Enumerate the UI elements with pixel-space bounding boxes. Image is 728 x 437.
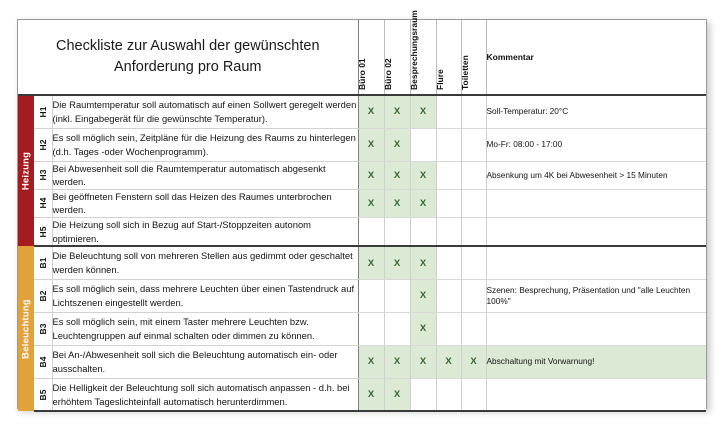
cell-h5-flure[interactable] [436, 218, 461, 247]
group-band-beleuchtung [18, 246, 34, 411]
cell-h1-toiletten[interactable] [461, 95, 486, 128]
cell-h5-toiletten[interactable] [461, 218, 486, 247]
comment-cell-h2[interactable]: Mo-Fr: 08:00 - 17:00 [486, 128, 706, 161]
cell-b4-toiletten[interactable] [461, 345, 486, 378]
cell-b1-flure[interactable] [436, 246, 461, 279]
cell-b2-flure[interactable] [436, 279, 461, 312]
cell-h4-besprechungsraum[interactable] [410, 189, 436, 217]
row-id-label: H1 [37, 106, 48, 118]
cell-b5-b-ro-02[interactable] [384, 378, 410, 411]
cell-h5-b-ro-02[interactable] [384, 218, 410, 247]
table-row [18, 246, 706, 279]
check-mark: X [419, 106, 427, 118]
checklist-table [18, 10, 706, 412]
check-mark: X [367, 356, 375, 368]
cell-h2-besprechungsraum[interactable] [410, 128, 436, 161]
check-mark: X [419, 356, 427, 368]
check-mark: X [367, 139, 375, 150]
comment-cell-b5[interactable] [486, 378, 706, 411]
cell-b4-b-ro-02[interactable] [384, 345, 410, 378]
comment-cell-h3[interactable]: Absenkung um 4K bei Abwesenheit > 15 Minuten [486, 161, 706, 189]
cell-b3-b-ro-02[interactable] [384, 312, 410, 345]
cell-h2-toiletten[interactable] [461, 128, 486, 161]
requirement-text: Bei An-/Abwesenheit soll sich die Beleuchtung automatisch ein- oder ausschalten. [52, 345, 358, 378]
requirement-text: Es soll möglich sein, Zeitpläne für die Heizung des Raums zu hinterlegen (d.h. Tages -oder Wochenprogramm). [52, 128, 358, 161]
cell-h2-flure[interactable] [436, 128, 461, 161]
row-id-label: B1 [37, 257, 48, 269]
cell-b4-flure[interactable] [436, 345, 461, 378]
cell-b2-toiletten[interactable] [461, 279, 486, 312]
requirement-text: Bei geöffneten Fenstern soll das Heizen des Raumes unterbrochen werden. [52, 189, 358, 217]
check-mark: X [367, 389, 375, 400]
header-row [18, 20, 706, 95]
check-mark: X [419, 197, 427, 209]
cell-h1-flure[interactable] [436, 95, 461, 128]
table-row [18, 312, 706, 345]
cell-b4-besprechungsraum[interactable] [410, 345, 436, 378]
check-mark: X [393, 139, 401, 150]
cell-b5-b-ro-01[interactable] [358, 378, 384, 411]
cell-h5-b-ro-01[interactable] [358, 218, 384, 247]
requirement-text: Die Heizung soll sich in Bezug auf Start-/Stoppzeiten autonom optimieren. [52, 218, 358, 247]
check-mark: X [367, 106, 375, 118]
row-id-h5 [34, 218, 52, 247]
check-mark: X [470, 356, 477, 368]
cell-b2-besprechungsraum[interactable] [410, 279, 436, 312]
cell-h1-besprechungsraum[interactable] [410, 95, 436, 128]
row-id-label: H3 [37, 169, 48, 181]
check-mark: X [367, 169, 375, 181]
check-mark: X [419, 257, 427, 269]
column-header-buero-02: Büro 02 [384, 20, 410, 95]
check-mark: X [393, 197, 401, 209]
comment-cell-h5[interactable] [486, 218, 706, 247]
table-row [18, 189, 706, 217]
cell-b2-b-ro-01[interactable] [358, 279, 384, 312]
check-mark: X [367, 257, 375, 269]
row-id-label: B5 [37, 389, 48, 400]
checklist-table-wrapper [18, 10, 706, 412]
table-row [18, 345, 706, 378]
table-row [18, 161, 706, 189]
cell-b3-flure[interactable] [436, 312, 461, 345]
row-id-b4 [34, 345, 52, 378]
page-title [18, 20, 358, 95]
cell-b1-besprechungsraum[interactable] [410, 246, 436, 279]
check-mark: X [393, 169, 401, 181]
check-mark: X [367, 197, 375, 209]
row-id-b3 [34, 312, 52, 345]
column-header-besprechungsraum: Besprechungsraum [410, 20, 436, 95]
cell-b3-b-ro-01[interactable] [358, 312, 384, 345]
cell-b2-b-ro-02[interactable] [384, 279, 410, 312]
row-id-b1 [34, 246, 52, 279]
requirement-text: Die Helligkeit der Beleuchtung soll sich automatisch anpassen - d.h. bei erhöhtem Tageslichteinfall automatisch herunterdimmen. [52, 378, 358, 411]
page-title-line2: Anforderung pro Raum [114, 59, 262, 75]
check-mark: X [419, 169, 427, 181]
row-id-h3 [34, 161, 52, 189]
row-id-h2 [34, 128, 52, 161]
table-row [18, 279, 706, 312]
row-id-label: H4 [37, 197, 48, 209]
check-mark: X [419, 290, 427, 302]
row-id-b5 [34, 378, 52, 411]
row-id-label: H2 [37, 139, 48, 150]
cell-h2-b-ro-02[interactable] [384, 128, 410, 161]
row-id-h4 [34, 189, 52, 217]
cell-b4-b-ro-01[interactable] [358, 345, 384, 378]
row-id-label: H5 [37, 226, 48, 238]
cell-h4-b-ro-02[interactable] [384, 189, 410, 217]
comment-cell-b1[interactable] [486, 246, 706, 279]
row-id-label: B4 [37, 356, 48, 368]
check-mark: X [445, 356, 452, 368]
table-header [18, 10, 706, 95]
group-band-heizung [18, 95, 34, 246]
group-label: Beleuchtung [20, 298, 32, 359]
table-row [18, 218, 706, 247]
row-id-label: B3 [37, 323, 48, 335]
column-header-buero-01: Büro 01 [358, 20, 384, 95]
cell-b5-flure[interactable] [436, 378, 461, 411]
cell-b1-b-ro-02[interactable] [384, 246, 410, 279]
cell-h2-b-ro-01[interactable] [358, 128, 384, 161]
column-header-toiletten: Toiletten [461, 20, 486, 95]
cell-h3-toiletten[interactable] [461, 161, 486, 189]
column-header-kommentar: Kommentar [486, 20, 706, 95]
cell-h1-b-ro-01[interactable] [358, 95, 384, 128]
cell-h4-toiletten[interactable] [461, 189, 486, 217]
comment-cell-b3[interactable] [486, 312, 706, 345]
cell-h4-flure[interactable] [436, 189, 461, 217]
requirement-text: Es soll möglich sein, mit einem Taster mehrere Leuchten bzw. Leuchtengruppen auf einmal schalten oder dimmen zu können. [52, 312, 358, 345]
page-title-line1: Checkliste zur Auswahl der gewünschten [55, 37, 320, 54]
check-mark: X [419, 323, 427, 335]
check-mark: X [393, 389, 401, 400]
cell-b1-b-ro-01[interactable] [358, 246, 384, 279]
row-id-h1 [34, 95, 52, 128]
table-row [18, 378, 706, 411]
cell-b3-besprechungsraum[interactable] [410, 312, 436, 345]
column-header-flure: Flure [436, 20, 461, 95]
cell-b5-toiletten[interactable] [461, 378, 486, 411]
cell-h1-b-ro-02[interactable] [384, 95, 410, 128]
group-label: Heizung [20, 151, 32, 191]
check-mark: X [393, 356, 401, 368]
comment-cell-h4[interactable] [486, 189, 706, 217]
comment-cell-b4[interactable]: Abschaltung mit Vorwarnung! [486, 345, 706, 378]
cell-b5-besprechungsraum[interactable] [410, 378, 436, 411]
row-id-b2 [34, 279, 52, 312]
cell-b3-toiletten[interactable] [461, 312, 486, 345]
table-body [18, 95, 706, 411]
comment-cell-h1[interactable]: Soll-Temperatur: 20°C [486, 95, 706, 128]
cell-h4-b-ro-01[interactable] [358, 189, 384, 217]
requirement-text: Es soll möglich sein, dass mehrere Leuchten über einen Tastendruck auf Lichtszenen eingestellt werden. [52, 279, 358, 312]
requirement-text: Die Raumtemperatur soll automatisch auf einen Sollwert geregelt werden (inkl. Eingabegerät für die gewünschte Temperatur). [52, 95, 358, 128]
cell-h5-besprechungsraum[interactable] [410, 218, 436, 247]
table-row [18, 95, 706, 128]
cell-h3-b-ro-02[interactable] [384, 161, 410, 189]
cell-b1-toiletten[interactable] [461, 246, 486, 279]
table-row [18, 128, 706, 161]
comment-cell-b2[interactable]: Szenen: Besprechung, Präsentation und "alle Leuchten 100%" [486, 279, 706, 312]
cell-h3-b-ro-01[interactable] [358, 161, 384, 189]
check-mark: X [393, 257, 401, 269]
requirement-text: Bei Abwesenheit soll die Raumtemperatur automatisch abgesenkt werden. [52, 161, 358, 189]
requirement-text: Die Beleuchtung soll von mehreren Stellen aus gedimmt oder geschaltet werden können. [52, 246, 358, 279]
row-id-label: B2 [37, 290, 48, 302]
cell-h3-flure[interactable] [436, 161, 461, 189]
cell-h3-besprechungsraum[interactable] [410, 161, 436, 189]
check-mark: X [393, 106, 401, 118]
